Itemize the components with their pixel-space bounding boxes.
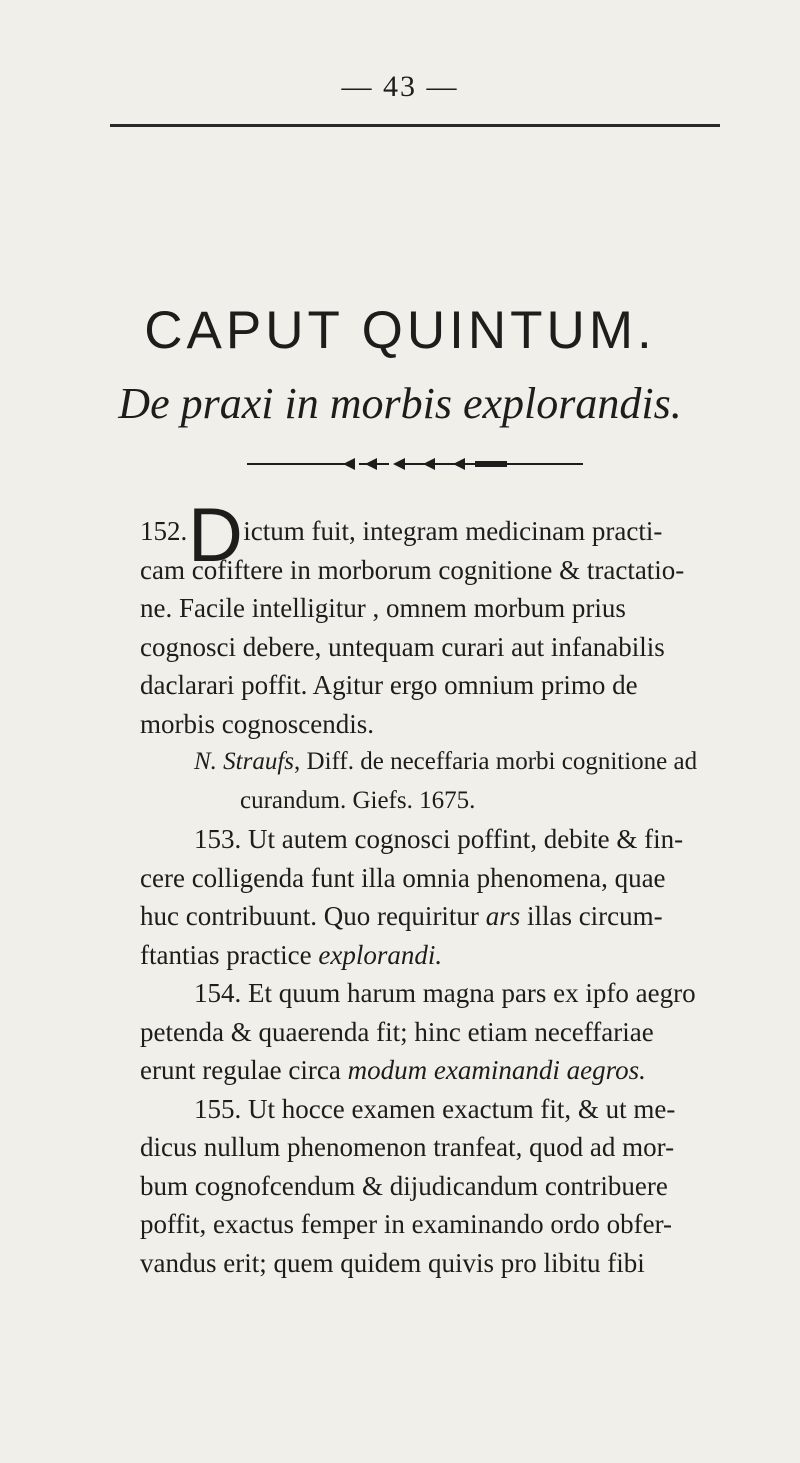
- section-154-line: erunt regulae circa modum examinandi aegros.: [140, 1055, 646, 1085]
- section-155-line: dicus nullum phenomenon tranfeat, quod ad mor-: [140, 1132, 675, 1162]
- page-number: — 43 —: [341, 70, 459, 103]
- section-152-line: daclarari poffit. Agitur ergo omnium primo de: [140, 670, 638, 700]
- chapter-title: CAPUT QUINTUM.: [144, 301, 656, 360]
- section-152-number: 152.: [140, 516, 188, 546]
- citation-author: N. Straufs: [194, 748, 295, 775]
- chapter-subtitle: De praxi in morbis explorandis.: [118, 379, 682, 428]
- section-152-line: ne. Facile intelligitur , omnem morbum prius: [140, 593, 626, 623]
- section-154-line: petenda & quaerenda fit; hinc etiam neceffariae: [140, 1016, 654, 1047]
- section-155-line: poffit, exactus femper in examinando ordo obfer-: [140, 1209, 673, 1239]
- section-155-line: bum cognofcendum & dijudicandum contribuere: [140, 1170, 668, 1201]
- body-text: [140, 512, 705, 1282]
- header-rule: [110, 124, 720, 127]
- section-155-line: 155. Ut hocce examen exactum fit, & ut me-: [194, 1093, 676, 1124]
- citation-line: curandum. Giefs. 1675.: [240, 786, 476, 814]
- section-153-line: ftantias practice explorandi.: [140, 939, 443, 970]
- citation-line: N. Straufs, Diff. de neceffaria morbi cognitione ad: [194, 748, 698, 775]
- section-153-line: 153. Ut autem cognosci poffint, debite & fin-: [194, 824, 684, 854]
- section-153-line: huc contribuunt. Quo requiritur ars illas circum-: [140, 901, 663, 931]
- section-154-line: 154. Et quum harum magna pars ex ipfo aegro: [194, 978, 696, 1008]
- drop-cap: D: [188, 493, 243, 578]
- section-155-line: vandus erit; quem quidem quivis pro libitu fibi: [140, 1247, 645, 1278]
- ornament-divider: [247, 456, 583, 472]
- section-152-line: morbis cognoscendis.: [140, 708, 374, 739]
- section-152-line-1: 152. ictum fuit, integram medicinam practi-: [140, 516, 663, 546]
- section-152-line: cognosci debere, untequam curari aut infanabilis: [140, 631, 665, 662]
- section-152-line: cam cofiftere in morborum cognitione & tractatio-: [140, 554, 685, 585]
- section-153-line: cere colligenda funt illa omnia phenomena, quae: [140, 862, 666, 893]
